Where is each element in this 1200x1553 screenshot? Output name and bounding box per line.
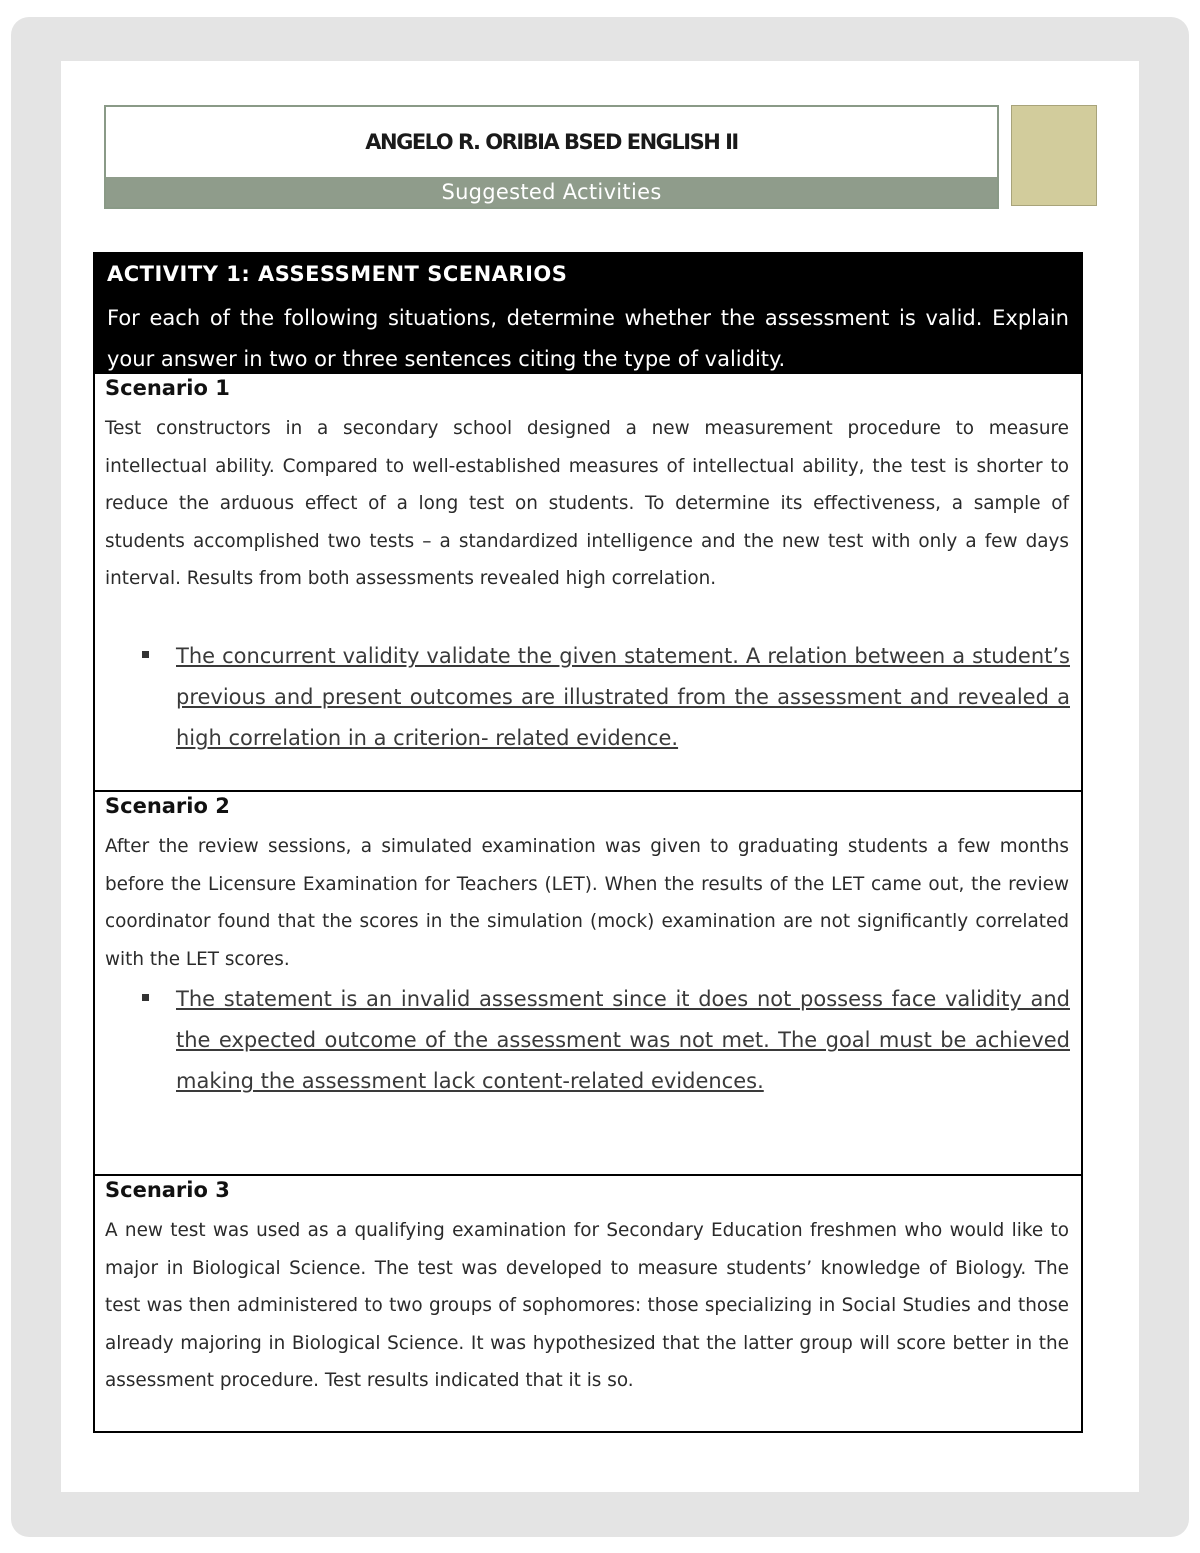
scenario-title: Scenario 1: [105, 376, 230, 400]
scenario-1: [95, 374, 1081, 792]
header-subtitle: Suggested Activities: [106, 177, 997, 207]
scenario-answer: The concurrent validity validate the given statement. A relation between a student’s previous and present outcomes are illustrated from the assessment and revealed a high correlation in a criterion- related evidence.: [176, 644, 1070, 750]
scenario-body: After the review sessions, a simulated examination was given to graduating students a few months before the Licensure Examination for Teachers (LET). When the results of the LET came out, the review coordinator found that the scores in the simulation (mock) examination are not significantly correlated with the LET scores.: [105, 836, 1069, 970]
header-box: [104, 105, 999, 209]
activity-title: ACTIVITY 1: ASSESSMENT SCENARIOS: [107, 262, 568, 286]
scenario-title: Scenario 2: [105, 794, 230, 818]
activity-instructions: For each of the following situations, determine whether the assessment is valid. Explain your answer in two or three sentences citing the type of validity.: [107, 306, 1069, 371]
scenario-title: Scenario 3: [105, 1178, 230, 1202]
scenario-2: [95, 792, 1081, 1176]
accent-square: [1011, 105, 1097, 206]
square-bullet-icon: [142, 651, 149, 658]
scenario-answer: The statement is an invalid assessment since it does not possess face validity and the expected outcome of the assessment was not met. The goal must be achieved making the assessment lack content-related evidences.: [176, 987, 1070, 1093]
header-title: ANGELO R. ORIBIA BSED ENGLISH II: [365, 130, 738, 154]
activity-table: [93, 252, 1083, 1433]
scenario-3: [95, 1176, 1081, 1429]
scenario-body: Test constructors in a secondary school designed a new measurement procedure to measure intellectual ability. Compared to well-established measures of intellectual ability, the test is shorter to reduce the arduous effect of a long test on students. To determine its effectiveness, a sample of students accomplished two tests – a standardized intelligence and the new test with only a few days interval. Results from both assessments revealed high correlation.: [105, 418, 1069, 590]
activity-header: [95, 254, 1081, 374]
square-bullet-icon: [142, 994, 149, 1001]
scenario-body: A new test was used as a qualifying examination for Secondary Education freshmen who would like to major in Biological Science. The test was developed to measure students’ knowledge of Biology. The test was then administered to two groups of sophomores: those specializing in Social Studies and those already majoring in Biological Science. It was hypothesized that the latter group will score better in the assessment procedure. Test results indicated that it is so.: [105, 1220, 1069, 1392]
